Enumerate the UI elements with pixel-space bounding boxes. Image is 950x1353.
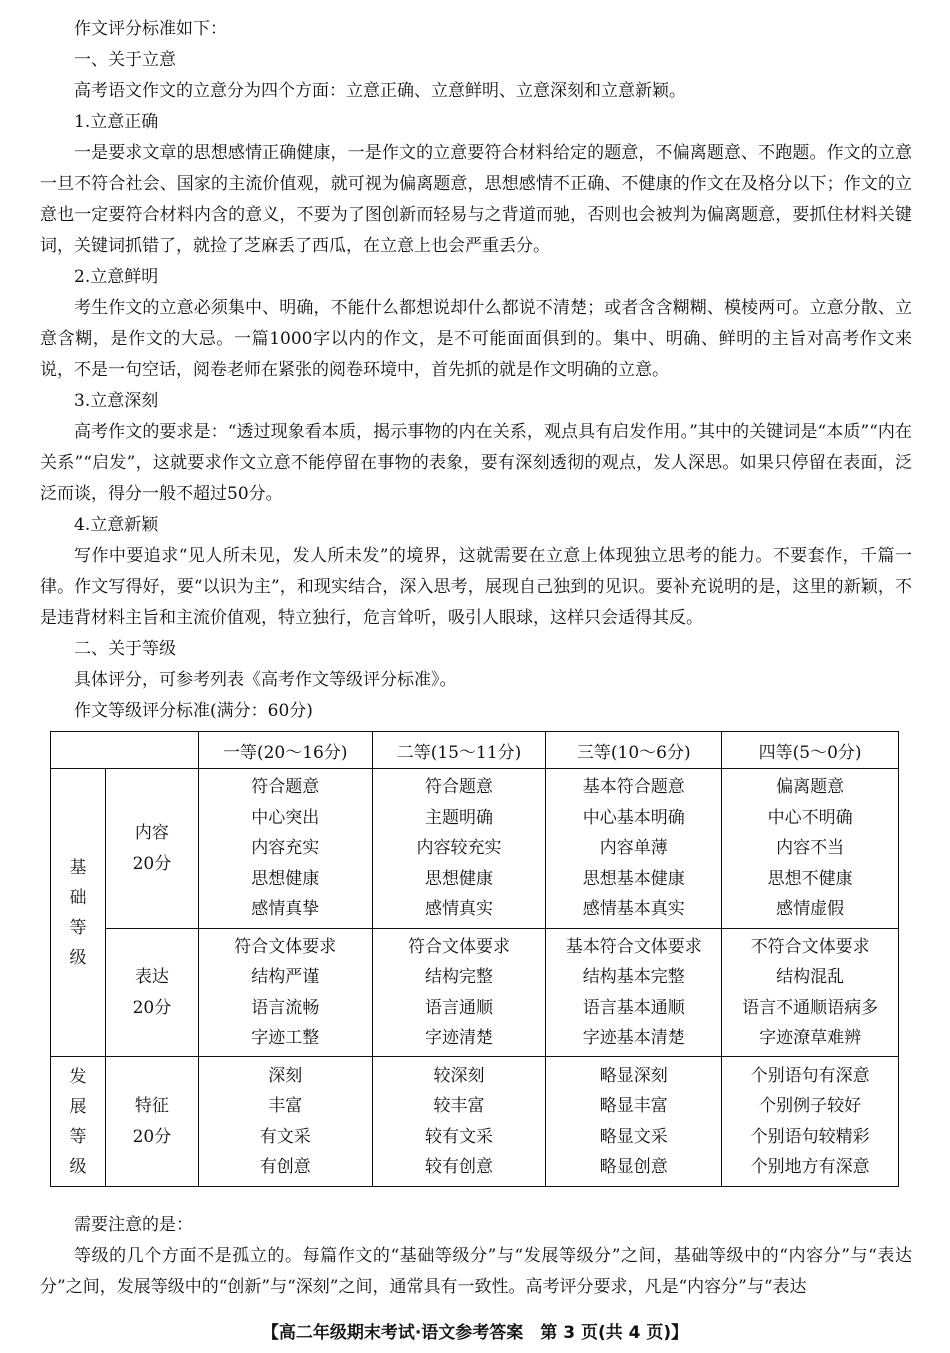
page-footer: 【高二年级期末考试·语文参考答案 第 3 页(共 4 页)】 (261, 1323, 689, 1343)
group-label-development: 发 展 等 级 (51, 1057, 106, 1187)
paragraph-clear: 考生作文的立意必须集中、明确，不能什么都想说却什么都说不清楚；或者含含糊糊、模棱两可。立意分散、立意含糊，是作文的大忌。一篇1000字以内的作文，是不可能面面俱到的。集中、明确、鲜明的主旨对高考作文来说，不是一句空话，阅卷老师在紧张的阅卷环境中，首先抓的就是作文明确的立意。 (40, 298, 912, 380)
table-caption: 作文等级评分标准(满分：60分) (74, 701, 313, 721)
cell-content-grade-2: 符合题意 主题明确 内容较充实 思想健康 感情真实 (372, 769, 546, 929)
section-heading-topic: 一、关于立意 (74, 50, 176, 70)
subheading-clear: 2.立意鲜明 (74, 267, 159, 287)
subheading-deep: 3.立意深刻 (74, 391, 159, 411)
corner-cell (51, 732, 199, 769)
cell-content-grade-1: 符合题意 中心突出 内容充实 思想健康 感情真挚 (198, 769, 372, 929)
grade-reference-line: 具体评分，可参考列表《高考作文等级评分标准》。 (74, 670, 457, 690)
row-label-feature: 特征 20分 (105, 1057, 198, 1187)
cell-expression-grade-2: 符合文体要求 结构完整 语言通顺 字迹清楚 (372, 929, 546, 1057)
header-grade-1: 一等(20～16分) (198, 732, 372, 769)
essay-criteria-body (40, 14, 912, 727)
cell-feature-grade-3: 略显深刻 略显丰富 略显文采 略显创意 (546, 1057, 722, 1187)
row-label-content: 内容 20分 (105, 769, 198, 929)
row-label-expression: 表达 20分 (105, 929, 198, 1057)
cell-feature-grade-2: 较深刻 较丰富 较有文采 较有创意 (372, 1057, 546, 1187)
cell-content-grade-3: 基本符合题意 中心基本明确 内容单薄 思想基本健康 感情基本真实 (546, 769, 722, 929)
topic-overview: 高考语文作文的立意分为四个方面：立意正确、立意鲜明、立意深刻和立意新颖。 (74, 81, 686, 101)
table-header-row (51, 732, 899, 769)
notes-paragraph: 等级的几个方面不是孤立的。每篇作文的“基础等级分”与“发展等级分”之间，基础等级中的“内容分”与“表达分”之间，发展等级中的“创新”与“深刻”之间，通常具有一致性。高考评分要求，凡是“内容分”与“表达 (40, 1246, 912, 1297)
paragraph-correct: 一是要求文章的思想感情正确健康，一是作文的立意要符合材料给定的题意，不偏离题意、不跑题。作文的立意一旦不符合社会、国家的主流价值观，就可视为偏离题意，思想感情不正确、不健康的作文在及格分以下；作文的立意也一定要符合材料内含的意义，不要为了图创新而轻易与之背道而驰，否则也会被判为偏离题意，要抓住材料关键词，关键词抓错了，就捡了芝麻丢了西瓜，在立意上也会严重丢分。 (40, 143, 912, 256)
grading-table (50, 731, 899, 1187)
subheading-correct: 1.立意正确 (74, 112, 159, 132)
table-row-feature (51, 1057, 899, 1187)
paragraph-novel: 写作中要追求“见人所未见，发人所未发”的境界，这就需要在立意上体现独立思考的能力。不要套作，千篇一律。作文写得好，要“以识为主”，和现实结合，深入思考，展现自己独到的见识。要补充说明的是，这里的新颖，不是违背材料主旨和主流价值观，特立独行，危言耸听，吸引人眼球，这样只会适得其反。 (40, 546, 912, 628)
intro-line: 作文评分标准如下： (74, 19, 227, 39)
header-grade-3: 三等(10～6分) (546, 732, 722, 769)
cell-expression-grade-4: 不符合文体要求 结构混乱 语言不通顺语病多 字迹潦草难辨 (722, 929, 899, 1057)
section-heading-grade: 二、关于等级 (74, 639, 176, 659)
notes-heading: 需要注意的是： (74, 1215, 193, 1235)
table-row-content (51, 769, 899, 929)
group-label-basic: 基 础 等 级 (51, 769, 106, 1057)
notes-section (40, 1210, 912, 1303)
table-row-expression (51, 929, 899, 1057)
subheading-novel: 4.立意新颖 (74, 515, 159, 535)
cell-expression-grade-1: 符合文体要求 结构严谨 语言流畅 字迹工整 (198, 929, 372, 1057)
cell-content-grade-4: 偏离题意 中心不明确 内容不当 思想不健康 感情虚假 (722, 769, 899, 929)
header-grade-4: 四等(5～0分) (722, 732, 899, 769)
header-grade-2: 二等(15～11分) (372, 732, 546, 769)
cell-expression-grade-3: 基本符合文体要求 结构基本完整 语言基本通顺 字迹基本清楚 (546, 929, 722, 1057)
cell-feature-grade-1: 深刻 丰富 有文采 有创意 (198, 1057, 372, 1187)
cell-feature-grade-4: 个别语句有深意 个别例子较好 个别语句较精彩 个别地方有深意 (722, 1057, 899, 1187)
paragraph-deep: 高考作文的要求是：“透过现象看本质，揭示事物的内在关系，观点具有启发作用。”其中的关键词是“本质”“内在关系”“启发”，这就要求作文立意不能停留在事物的表象，要有深刻透彻的观点，发人深思。如果只停留在表面，泛泛而谈，得分一般不超过50分。 (40, 422, 912, 504)
